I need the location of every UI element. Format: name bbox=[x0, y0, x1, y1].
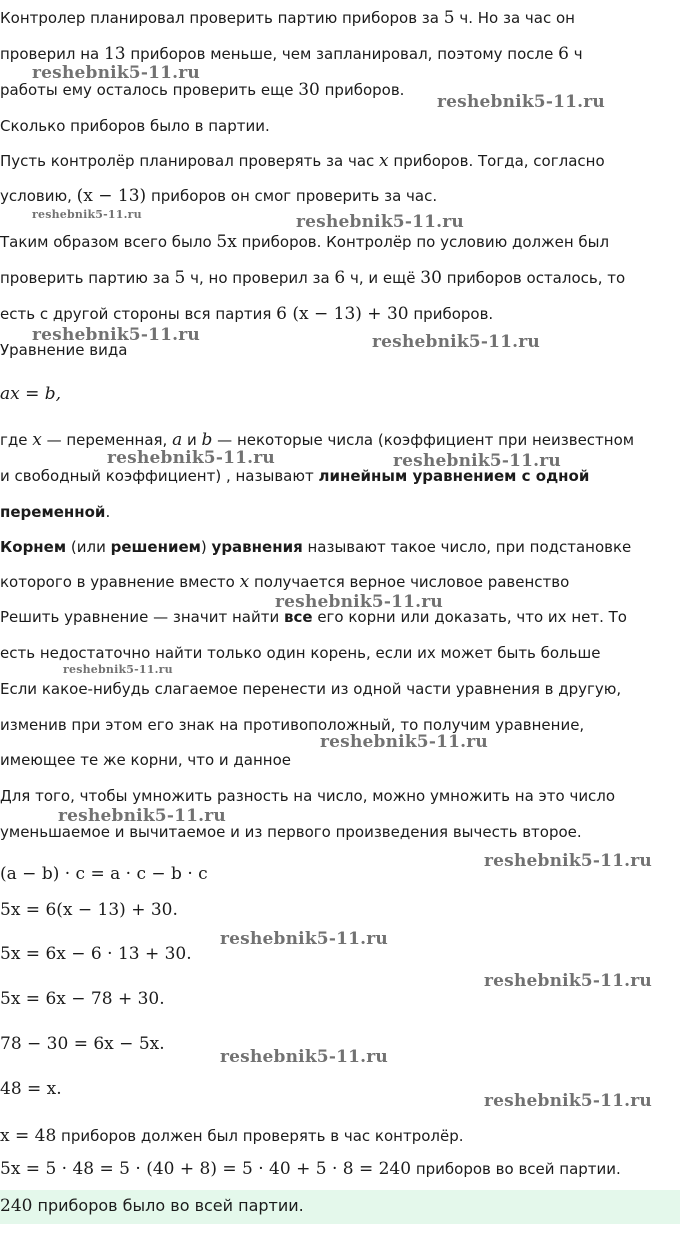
watermark: reshebnik5-11.ru bbox=[484, 851, 652, 871]
watermark: reshebnik5-11.ru bbox=[393, 451, 561, 471]
math: 30 bbox=[420, 268, 442, 288]
math: 6 bbox=[334, 268, 346, 288]
math: x bbox=[32, 430, 42, 450]
solution-line-4 bbox=[0, 268, 680, 288]
math: 5 bbox=[174, 268, 186, 288]
math: (x − 13) bbox=[76, 186, 147, 206]
watermark: reshebnik5-11.ru bbox=[220, 1047, 388, 1067]
solution-line-5 bbox=[0, 304, 680, 324]
math: b bbox=[201, 430, 213, 450]
equation-8 bbox=[0, 1159, 680, 1179]
answer-box bbox=[0, 1190, 680, 1224]
theory-line-6 bbox=[0, 537, 680, 557]
text: где bbox=[0, 431, 33, 449]
watermark: reshebnik5-11.ru bbox=[484, 971, 652, 991]
text: Уравнение вида bbox=[0, 341, 128, 359]
bold-term: переменной bbox=[0, 503, 106, 521]
math: 48 = x. bbox=[0, 1079, 62, 1099]
text: его корни или доказать, что их нет. То bbox=[312, 608, 627, 626]
answer-text: приборов было во всей партии. bbox=[32, 1196, 304, 1215]
text: ч bbox=[568, 45, 583, 63]
theory-line-7 bbox=[0, 572, 680, 592]
text: и свободный коэффициент) , называют bbox=[0, 467, 319, 485]
equation-2 bbox=[0, 900, 680, 920]
theory-line-4 bbox=[0, 466, 680, 486]
text: которого в уравнение вместо bbox=[0, 573, 240, 591]
math: x bbox=[379, 151, 389, 171]
text: уменьшаемое и вычитаемое и из первого произведения вычесть второе. bbox=[0, 823, 582, 841]
text: — некоторые числа (коэффициент при неизвестном bbox=[212, 431, 635, 449]
watermark: reshebnik5-11.ru bbox=[372, 332, 540, 352]
text: условию, bbox=[0, 187, 77, 205]
math: x = 48 bbox=[0, 1126, 57, 1146]
watermark: reshebnik5-11.ru bbox=[63, 663, 173, 676]
text: проверить партию за bbox=[0, 269, 175, 287]
math: 6 bbox=[558, 44, 569, 64]
math: 78 − 30 = 6x − 5x. bbox=[0, 1034, 165, 1054]
bold-term: линейным уравнением с одной bbox=[318, 467, 590, 485]
text: приборов. Тогда, согласно bbox=[388, 152, 605, 170]
solution-line-3 bbox=[0, 232, 680, 252]
math: 5x = 5 · 48 = 5 · (40 + 8) = 5 · 40 + 5 · 8 = 240 bbox=[0, 1159, 412, 1179]
text: Если какое-нибудь слагаемое перенести из одной части уравнения в другую, bbox=[0, 680, 622, 698]
text: приборов он смог проверить за час. bbox=[146, 187, 438, 205]
text: приборов должен был проверять в час контролёр. bbox=[56, 1127, 464, 1145]
watermark: reshebnik5-11.ru bbox=[32, 63, 200, 83]
text: приборов. bbox=[408, 305, 494, 323]
watermark: reshebnik5-11.ru bbox=[32, 325, 200, 345]
theory-line-10 bbox=[0, 679, 680, 699]
math: 5x = 6(x − 13) + 30. bbox=[0, 900, 178, 920]
text: приборов меньше, чем запланировал, поэтому после bbox=[125, 45, 559, 63]
text: (или bbox=[66, 538, 111, 556]
theory-formula bbox=[0, 384, 680, 404]
text: Пусть контролёр планировал проверять за час bbox=[0, 152, 380, 170]
math: ax = b, bbox=[0, 384, 62, 404]
watermark: reshebnik5-11.ru bbox=[32, 208, 142, 221]
text: имеющее те же корни, что и данное bbox=[0, 751, 292, 769]
text: и bbox=[182, 431, 202, 449]
math: 5 bbox=[443, 8, 455, 28]
math: 240 bbox=[0, 1196, 33, 1216]
text: приборов. bbox=[319, 81, 405, 99]
text: Таким образом всего было bbox=[0, 233, 217, 251]
math: 30 bbox=[298, 80, 320, 100]
problem-line-1 bbox=[0, 8, 680, 28]
text: ч, и ещё bbox=[345, 269, 421, 287]
theory-line-9 bbox=[0, 643, 680, 663]
watermark: reshebnik5-11.ru bbox=[437, 92, 605, 112]
equation-7 bbox=[0, 1126, 680, 1146]
text: ) bbox=[200, 538, 212, 556]
text: есть недостаточно найти только один корень, если их может быть больше bbox=[0, 644, 601, 662]
text: называют такое число, при подстановке bbox=[302, 538, 632, 556]
text: проверил на bbox=[0, 45, 104, 63]
text: изменив при этом его знак на противоположный, то получим уравнение, bbox=[0, 716, 585, 734]
text: приборов. Контролёр по условию должен был bbox=[236, 233, 610, 251]
text: Сколько приборов было в партии. bbox=[0, 117, 270, 135]
theory-line-12 bbox=[0, 750, 680, 770]
text: приборов осталось, то bbox=[441, 269, 626, 287]
math: a bbox=[172, 430, 183, 450]
text: — переменная, bbox=[41, 431, 173, 449]
text: . bbox=[105, 503, 111, 521]
watermark: reshebnik5-11.ru bbox=[484, 1091, 652, 1111]
text: получается верное числовое равенство bbox=[249, 573, 570, 591]
theory-line-5 bbox=[0, 502, 680, 522]
watermark: reshebnik5-11.ru bbox=[320, 732, 488, 752]
math: 5x = 6x − 78 + 30. bbox=[0, 989, 165, 1009]
watermark: reshebnik5-11.ru bbox=[58, 806, 226, 826]
watermark: reshebnik5-11.ru bbox=[296, 212, 464, 232]
problem-line-2 bbox=[0, 44, 680, 64]
solution-line-1 bbox=[0, 151, 680, 171]
text: Контролер планировал проверить партию приборов за bbox=[0, 9, 444, 27]
math: (a − b) · c = a · c − b · c bbox=[0, 864, 208, 884]
bold-term: Корнем bbox=[0, 538, 67, 556]
bold-term: решением bbox=[110, 538, 201, 556]
bold-term: все bbox=[283, 608, 313, 626]
math: 6 (x − 13) + 30 bbox=[276, 304, 409, 324]
watermark: reshebnik5-11.ru bbox=[220, 929, 388, 949]
problem-question bbox=[0, 116, 680, 136]
watermark: reshebnik5-11.ru bbox=[107, 448, 275, 468]
text: есть с другой стороны вся партия bbox=[0, 305, 277, 323]
text: приборов во всей партии. bbox=[411, 1160, 621, 1178]
text: Решить уравнение — значит найти bbox=[0, 608, 284, 626]
math: 5x bbox=[216, 232, 237, 252]
text: ч, но проверил за bbox=[185, 269, 335, 287]
math: 5x = 6x − 6 · 13 + 30. bbox=[0, 944, 192, 964]
equation-4 bbox=[0, 989, 680, 1009]
math: x bbox=[239, 572, 250, 592]
text: работы ему осталось проверить еще bbox=[0, 81, 299, 99]
theory-line-13 bbox=[0, 786, 680, 806]
solution-line-2 bbox=[0, 186, 680, 206]
theory-line-3 bbox=[0, 430, 680, 450]
math: 13 bbox=[103, 44, 126, 64]
watermark: reshebnik5-11.ru bbox=[275, 592, 443, 612]
bold-term: уравнения bbox=[211, 538, 303, 556]
text: Для того, чтобы умножить разность на число, можно умножить на это число bbox=[0, 787, 616, 805]
text: ч. Но за час он bbox=[454, 9, 575, 27]
